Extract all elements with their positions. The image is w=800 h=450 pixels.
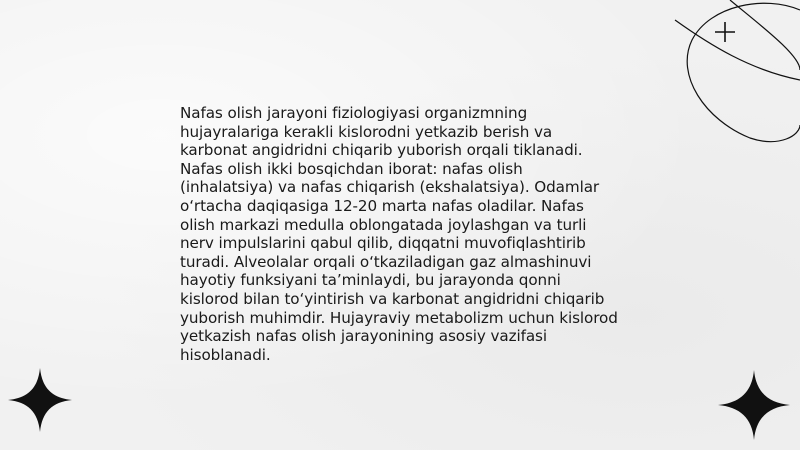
orbit-lines-icon bbox=[670, 0, 800, 145]
four-point-star-icon bbox=[718, 370, 790, 440]
slide-body-text: Nafas olish jarayoni fiziologiyasi organizmning hujayralariga kerakli kislorodni yetkazib berish va karbonat angidridni chiqarib yuborish orqali tiklanadi. Nafas olish ikki bosqichdan iborat: nafas olish (inhalatsiya) va nafas chiqarish (ekshalatsiya). Odamlar o‘rtacha daqiqasiga 12-20 marta nafas oladilar. Nafas olish markazi medulla oblongatada joylashgan va turli nerv impulslarini qabul qilib, diqqatni muvofiqlashtirib turadi. Alveolalar orqali o‘tkaziladigan gaz almashinuvi hayotiy funksiyani ta’minlaydi, bu jarayonda qonni kislorod bilan to‘yintirish va karbonat angidridni chiqarib yuborish muhimdir. Hujayraviy metabolizm uchun kislorod yetkazish nafas olish jarayonining asosiy vazifasi hisoblanadi. bbox=[180, 104, 618, 364]
four-point-star-icon bbox=[8, 368, 72, 432]
